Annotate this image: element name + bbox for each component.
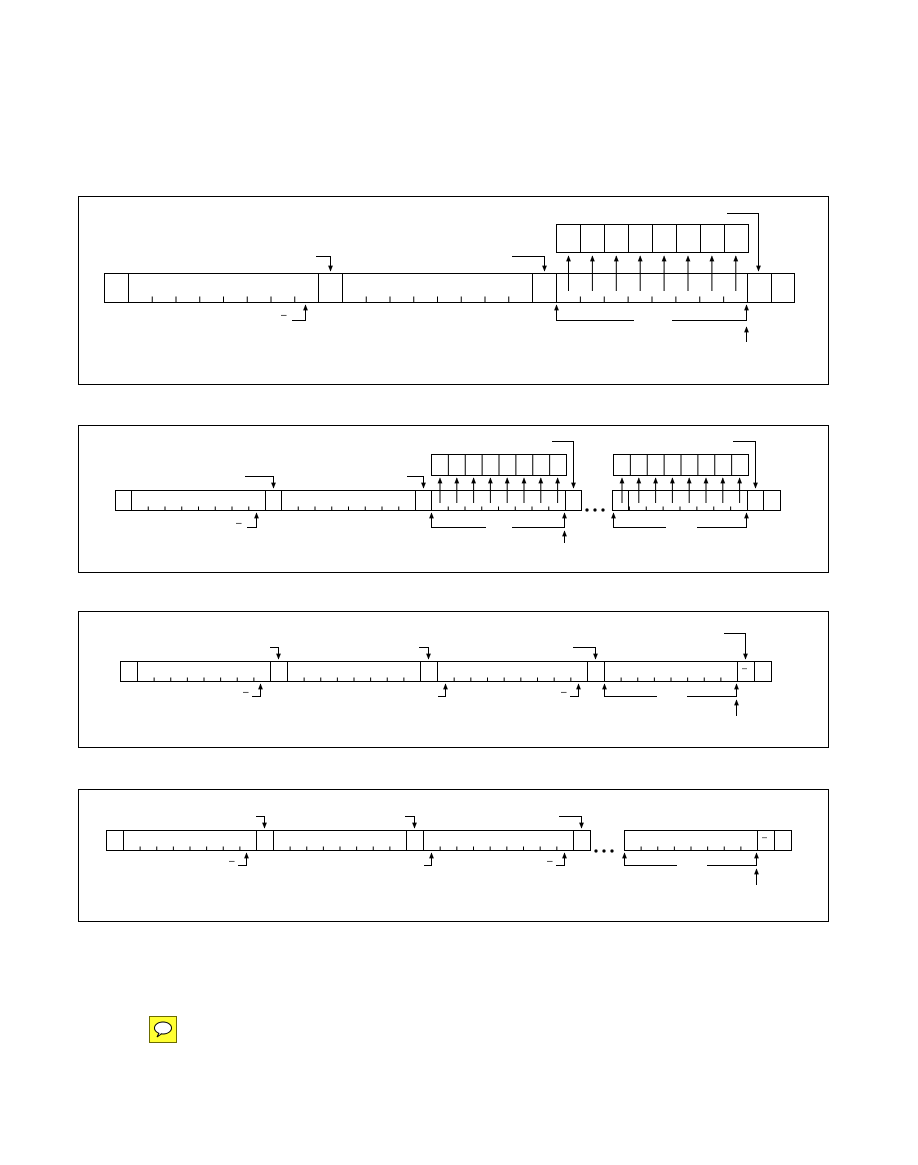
feedback-arrow xyxy=(512,513,565,528)
feedback-arrow xyxy=(432,513,487,528)
figure-3-panel xyxy=(79,612,829,748)
minus-sign: – xyxy=(229,856,235,867)
feedback-arrow xyxy=(687,684,737,697)
register-cell xyxy=(266,491,282,511)
register-segment xyxy=(424,831,574,851)
register-cell xyxy=(748,274,772,303)
minus-sign: – xyxy=(547,856,553,867)
ellipsis-dot xyxy=(594,849,597,852)
pointer-arrow xyxy=(724,634,746,660)
pointer-arrow xyxy=(292,305,306,321)
ellipsis-dot xyxy=(602,849,605,852)
pointer-arrow xyxy=(316,257,331,272)
figure-frame xyxy=(79,426,829,573)
pointer-arrow xyxy=(573,648,596,660)
pointer-arrow xyxy=(245,477,274,489)
ellipsis-dot xyxy=(610,849,613,852)
register-cell xyxy=(271,662,288,682)
pointer-arrow xyxy=(405,817,415,829)
pointer-arrow xyxy=(407,477,424,489)
register-cell xyxy=(755,662,772,682)
register-cell xyxy=(107,831,124,851)
register-cell xyxy=(772,274,795,303)
pointer-arrow xyxy=(238,853,247,866)
register-cell xyxy=(319,274,343,303)
ellipsis-dot xyxy=(585,508,588,511)
comment-note-button[interactable] xyxy=(149,1016,177,1043)
pointer-arrow xyxy=(438,684,446,697)
figure-frame xyxy=(79,790,829,922)
minus-sign: – xyxy=(243,687,249,698)
register-cell xyxy=(407,831,424,851)
minus-sign: – xyxy=(281,310,287,321)
register-cell xyxy=(257,831,274,851)
register-cell xyxy=(588,662,605,682)
pointer-arrow xyxy=(733,442,756,489)
register-cell xyxy=(613,491,629,511)
feedback-arrow xyxy=(625,853,678,866)
minus-sign: – xyxy=(762,832,768,842)
register-cell xyxy=(533,274,557,303)
register-cell xyxy=(121,662,138,682)
pointer-arrow xyxy=(570,684,579,697)
feedback-arrow xyxy=(697,513,747,528)
register-cell xyxy=(421,662,438,682)
register-cell xyxy=(105,274,129,303)
ellipsis-dot xyxy=(601,508,604,511)
figure-4-panel xyxy=(79,790,829,922)
pointer-arrow xyxy=(252,684,261,697)
register-cell xyxy=(116,491,132,511)
register-cell xyxy=(775,831,792,851)
pointer-arrow xyxy=(247,513,257,528)
feedback-arrow xyxy=(605,684,658,697)
minus-sign: – xyxy=(236,518,242,529)
speech-bubble-icon xyxy=(153,1020,173,1038)
pointer-arrow xyxy=(424,853,432,866)
pointer-arrow xyxy=(552,442,574,489)
pointer-arrow xyxy=(512,257,545,272)
pointer-arrow xyxy=(270,648,279,660)
feedback-arrow xyxy=(614,513,667,528)
feedback-arrow xyxy=(557,305,635,321)
pointer-arrow xyxy=(256,817,265,829)
pointer-arrow xyxy=(419,648,429,660)
figure-2-panel xyxy=(79,426,829,573)
pointer-arrow xyxy=(727,214,759,272)
minus-sign: – xyxy=(561,687,567,698)
ellipsis-dot xyxy=(593,508,596,511)
feedback-arrow xyxy=(707,853,757,866)
minus-sign: – xyxy=(742,663,748,673)
register-segment xyxy=(438,662,588,682)
pointer-arrow xyxy=(556,853,565,866)
register-cell xyxy=(566,491,582,511)
register-cell xyxy=(764,491,781,511)
figure-1-panel xyxy=(79,197,829,385)
pointer-arrow xyxy=(559,817,582,829)
register-cell xyxy=(574,831,591,851)
register-cell xyxy=(416,491,432,511)
register-cell xyxy=(748,491,764,511)
figure-frame xyxy=(79,612,829,748)
feedback-arrow xyxy=(672,305,747,321)
